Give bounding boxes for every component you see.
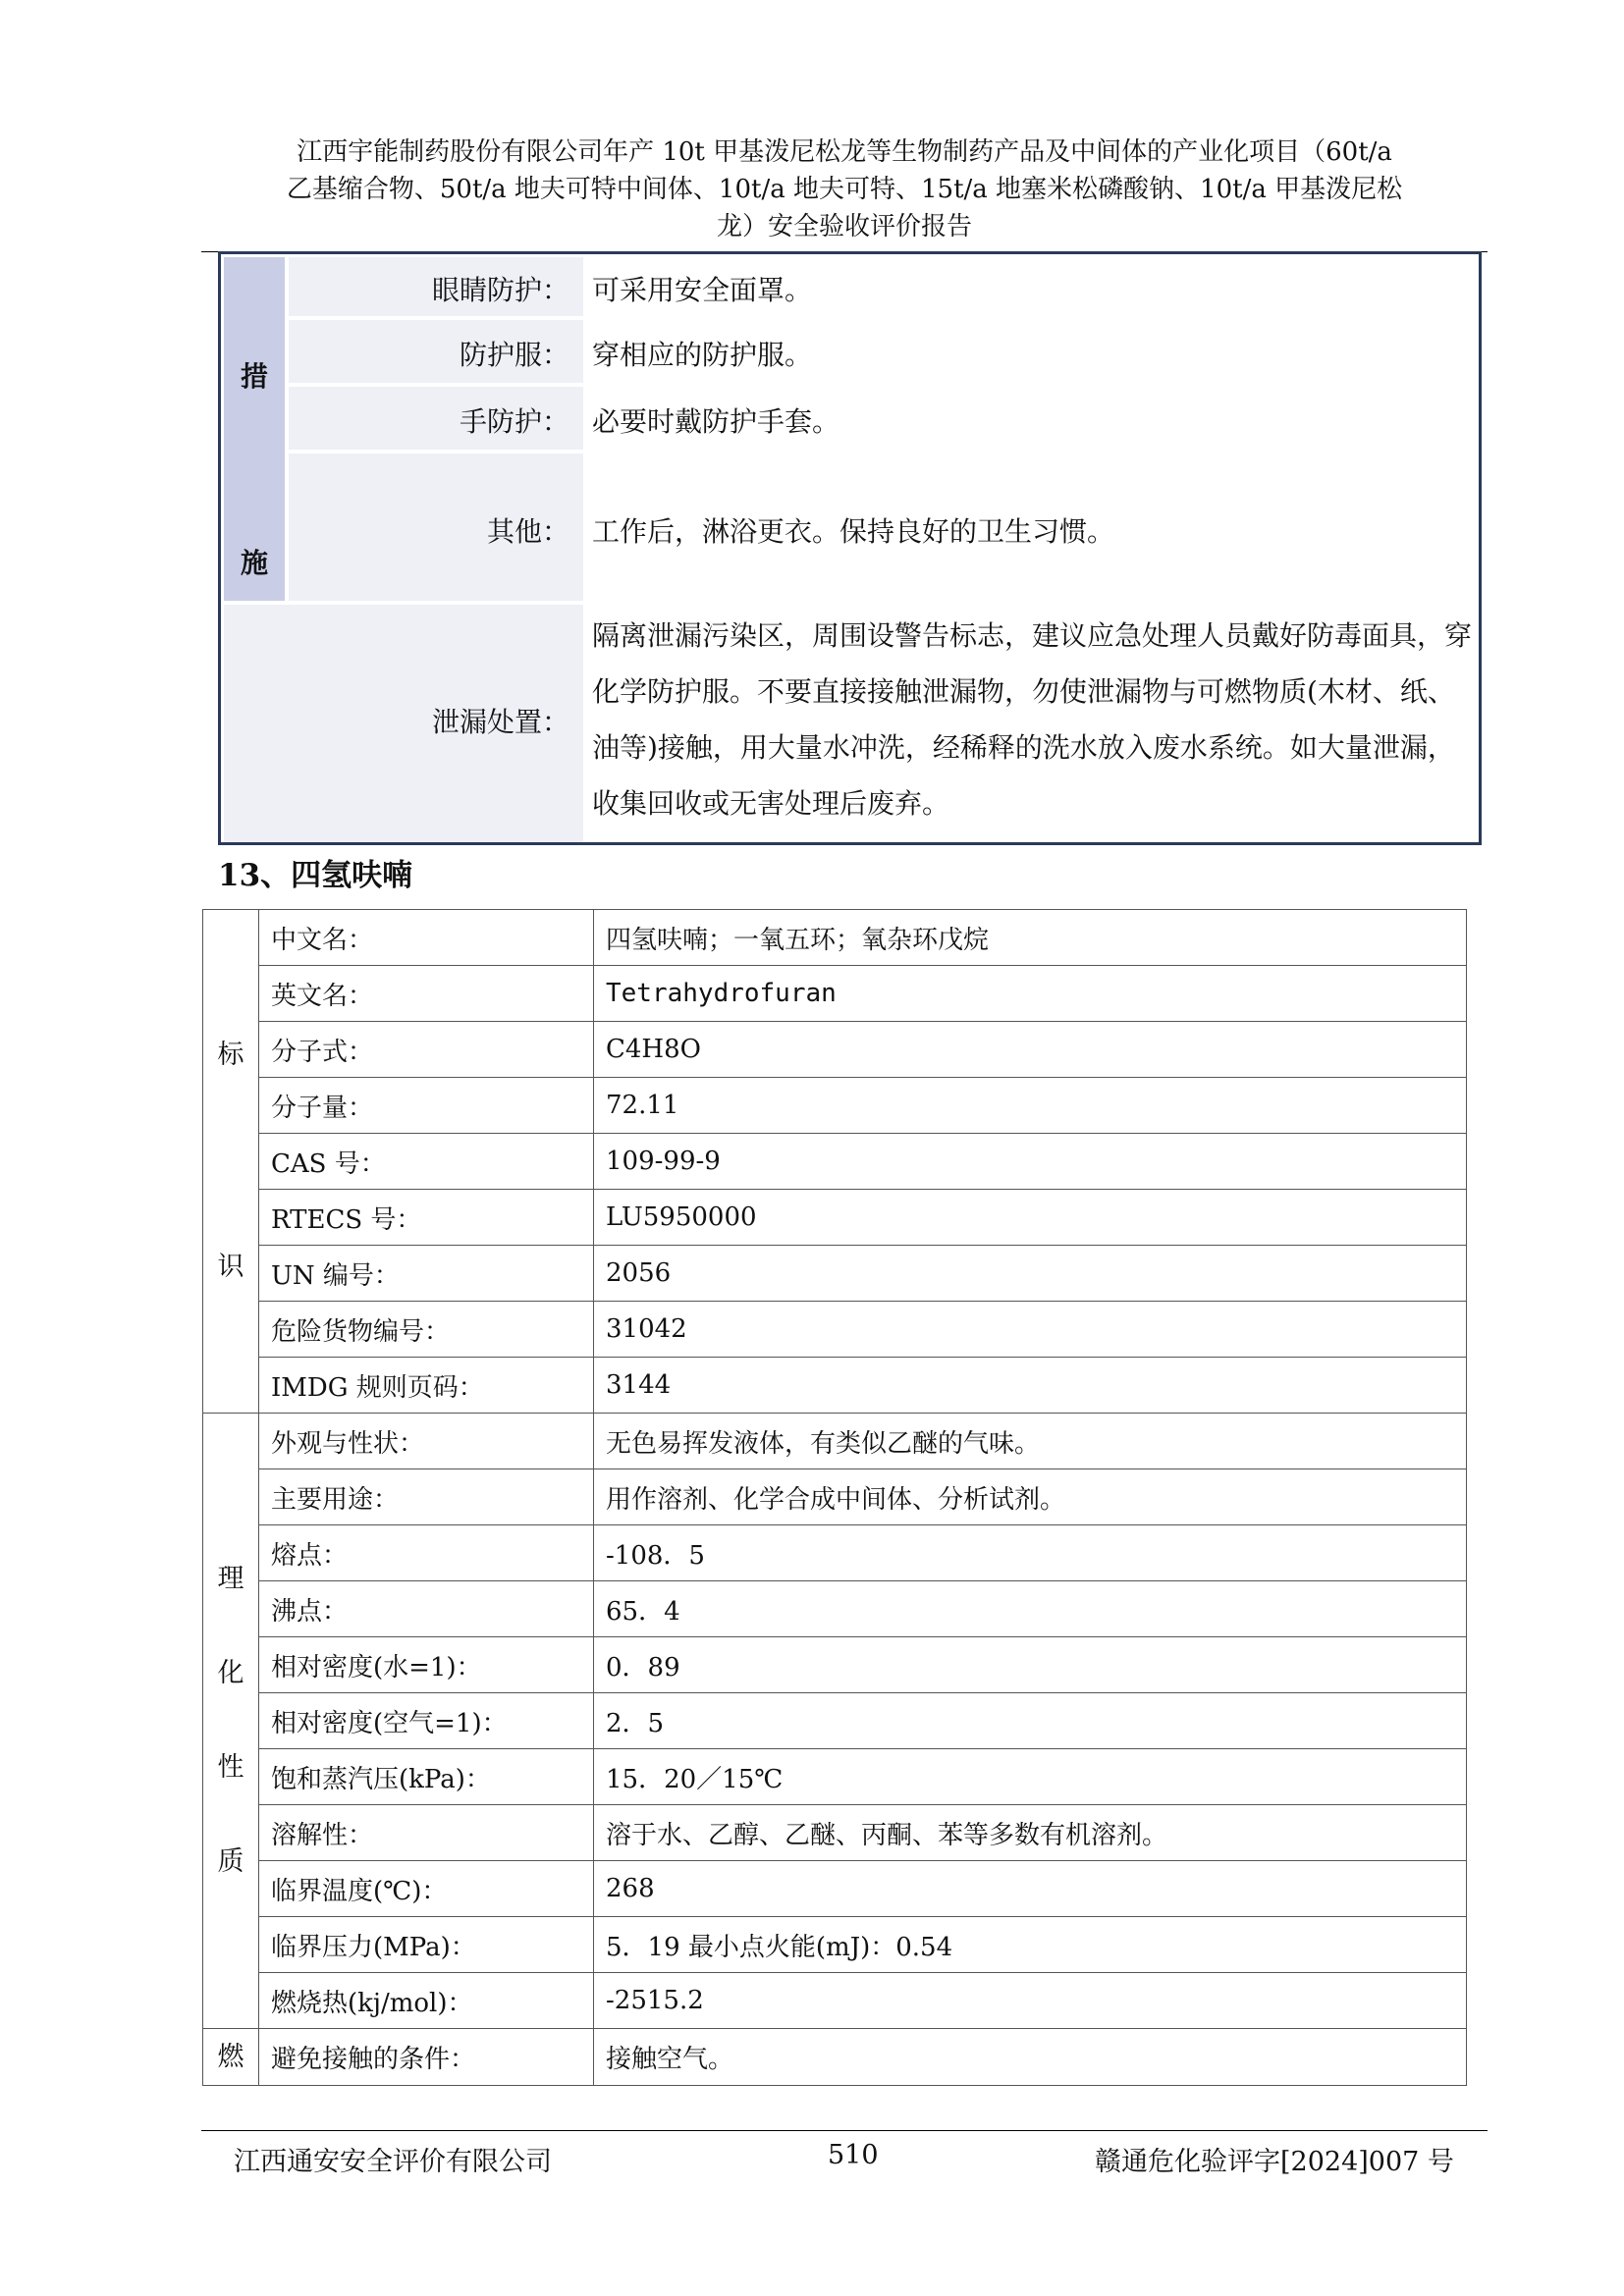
section-title: 13、四氢呋喃 (218, 858, 413, 893)
label-cell-leak (224, 605, 583, 842)
row-value: 268 (594, 1861, 1467, 1917)
label-leak-handling: 泄漏处置： (431, 706, 569, 738)
table-row (203, 1134, 1467, 1190)
row-label: 分子式： (259, 1022, 594, 1078)
label-cell-clothing (289, 320, 583, 383)
row-value: 用作溶剂、化学合成中间体、分析试剂。 (594, 1469, 1467, 1525)
label-cell-other (289, 454, 583, 601)
label-hand-protection: 手防护： (459, 405, 569, 438)
row-value: Tetrahydrofuran (594, 966, 1467, 1022)
report-header (201, 133, 1488, 245)
table-row (203, 1973, 1467, 2029)
row-value: 四氢呋喃；一氧五环；氧杂环戊烷 (594, 910, 1467, 966)
row-label: 外观与性状： (259, 1414, 594, 1469)
row-label: 避免接触的条件： (259, 2029, 594, 2086)
value-eye-protection: 可采用安全面罩。 (592, 274, 813, 306)
label-eye-protection: 眼睛防护： (431, 274, 569, 306)
header-line-3: 龙）安全验收评价报告 (716, 212, 972, 241)
row-label: 分子量： (259, 1078, 594, 1134)
table-row (203, 1358, 1467, 1414)
row-value: 0．89 (594, 1637, 1467, 1693)
table-row (203, 1078, 1467, 1134)
footer-divider (201, 2130, 1488, 2131)
row-value: 15．20／15℃ (594, 1749, 1467, 1805)
row-label: 中文名： (259, 910, 594, 966)
category-identification (203, 910, 259, 1414)
category-char: 性 (217, 1752, 244, 1783)
table-row (203, 1246, 1467, 1302)
row-value: 109-99-9 (594, 1134, 1467, 1190)
row-value: LU5950000 (594, 1190, 1467, 1246)
category-physicochemical (203, 1414, 259, 2029)
row-value: 2056 (594, 1246, 1467, 1302)
row-value: 72.11 (594, 1078, 1467, 1134)
footer-company: 江西通安安全评价有限公司 (234, 2147, 552, 2177)
row-value: 2．5 (594, 1693, 1467, 1749)
footer-document-number: 赣通危化验评字[2024]007 号 (1095, 2147, 1454, 2177)
side-char-top: 措 (240, 360, 268, 393)
label-cell-eye (289, 257, 583, 316)
row-value: 无色易挥发液体，有类似乙醚的气味。 (594, 1414, 1467, 1469)
row-label: 相对密度(水=1)： (259, 1637, 594, 1693)
row-label: CAS 号： (259, 1134, 594, 1190)
table-row (203, 1805, 1467, 1861)
table-row (203, 1469, 1467, 1525)
table-row (203, 1693, 1467, 1749)
category-combustion (203, 2029, 259, 2086)
table-row (203, 966, 1467, 1022)
category-char: 燃 (217, 2042, 244, 2072)
row-value: 3144 (594, 1358, 1467, 1414)
row-label: 相对密度(空气=1)： (259, 1693, 594, 1749)
row-value: C4H8O (594, 1022, 1467, 1078)
table-row (203, 910, 1467, 966)
row-label: 临界温度(℃)： (259, 1861, 594, 1917)
table-row (203, 1525, 1467, 1581)
category-char: 理 (217, 1564, 244, 1594)
category-char: 识 (217, 1252, 244, 1282)
value-leak-handling: 隔离泄漏污染区，周围设警告标志，建议应急处理人员戴好防毒面具，穿化学防护服。不要直接接触泄漏物，勿使泄漏物与可燃物质(木材、纸、油等)接触，用大量水冲洗，经稀释的洗水放入废水系统。如大量泄漏，收集回收或无害处理后废弃。 (592, 619, 1473, 820)
value-protective-clothing: 穿相应的防护服。 (592, 339, 813, 371)
footer-page-number: 510 (828, 2140, 879, 2170)
row-label: 溶解性： (259, 1805, 594, 1861)
row-value: 5．19 最小点火能(mJ)：0.54 (594, 1917, 1467, 1973)
table-row (203, 1861, 1467, 1917)
table-row (203, 1302, 1467, 1358)
row-label: 主要用途： (259, 1469, 594, 1525)
row-value: -2515.2 (594, 1973, 1467, 2029)
row-label: 临界压力(MPa)： (259, 1917, 594, 1973)
category-char: 质 (217, 1846, 244, 1877)
table-row (203, 1637, 1467, 1693)
row-label: UN 编号： (259, 1246, 594, 1302)
row-label: RTECS 号： (259, 1190, 594, 1246)
category-char: 标 (217, 1040, 244, 1070)
row-label: 沸点： (259, 1581, 594, 1637)
table-row (203, 1190, 1467, 1246)
row-label: 燃烧热(kj/mol)： (259, 1973, 594, 2029)
table-row (203, 2029, 1467, 2086)
table-row (203, 1917, 1467, 1973)
protection-measures-table (218, 251, 1482, 845)
row-label: 饱和蒸汽压(kPa)： (259, 1749, 594, 1805)
label-protective-clothing: 防护服： (459, 339, 569, 371)
value-other: 工作后，淋浴更衣。保持良好的卫生习惯。 (592, 515, 1115, 548)
row-label: 英文名： (259, 966, 594, 1022)
table-row (203, 1749, 1467, 1805)
table-row (203, 1414, 1467, 1469)
row-label: 危险货物编号： (259, 1302, 594, 1358)
row-value: -108．5 (594, 1525, 1467, 1581)
row-value: 溶于水、乙醇、乙醚、丙酮、苯等多数有机溶剂。 (594, 1805, 1467, 1861)
header-line-2: 乙基缩合物、50t/a 地夫可特中间体、10t/a 地夫可特、15t/a 地塞米松磷酸钠、10t/a 甲基泼尼松 (286, 175, 1403, 204)
side-char-bottom: 施 (240, 547, 268, 579)
label-other: 其他： (486, 515, 569, 548)
value-hand-protection: 必要时戴防护手套。 (592, 405, 840, 438)
table-row (203, 1022, 1467, 1078)
chemical-properties-table (202, 909, 1467, 2086)
row-label: 熔点： (259, 1525, 594, 1581)
row-label: IMDG 规则页码： (259, 1358, 594, 1414)
label-cell-hand (289, 387, 583, 450)
measures-side-label (224, 257, 285, 601)
row-value: 接触空气。 (594, 2029, 1467, 2086)
table-row (203, 1581, 1467, 1637)
row-value: 65．4 (594, 1581, 1467, 1637)
header-line-1: 江西宇能制药股份有限公司年产 10t 甲基泼尼松龙等生物制药产品及中间体的产业化项目（60t/a (297, 137, 1392, 167)
row-value: 31042 (594, 1302, 1467, 1358)
category-char: 化 (217, 1658, 244, 1688)
